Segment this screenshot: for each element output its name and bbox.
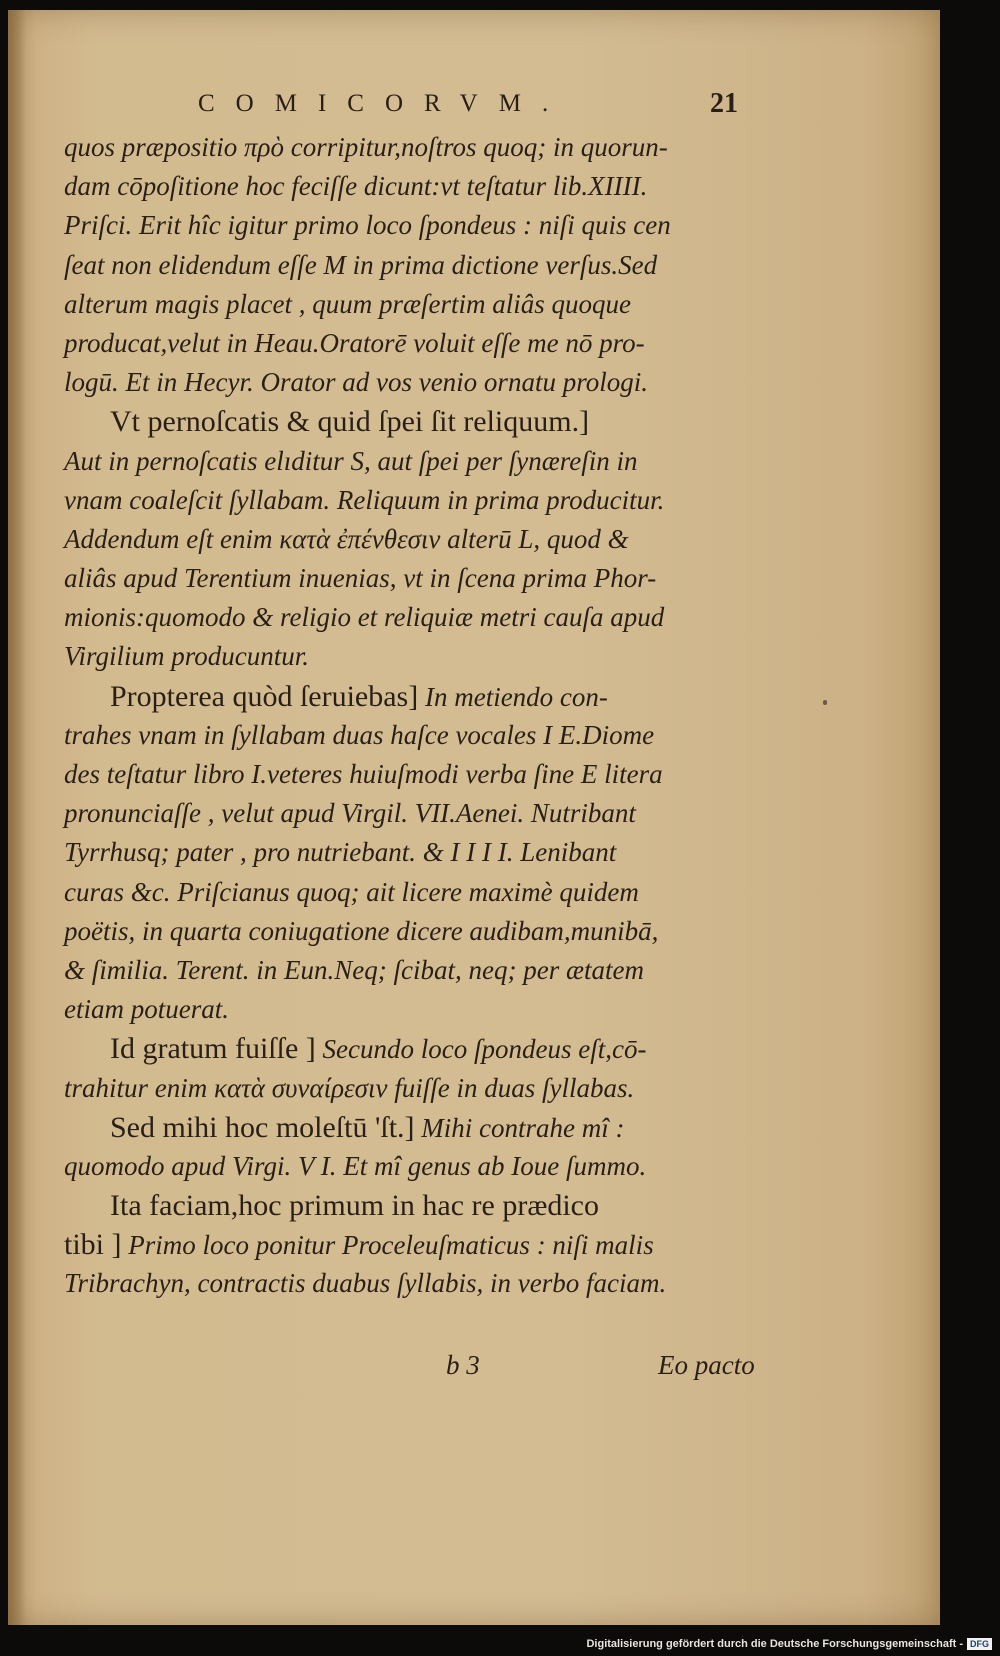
text-line (64, 755, 769, 794)
line-text: & ſimilia. Terent. in Eun.Neq; ſcibat, neq; per ætatem (64, 954, 644, 985)
line-text: Tribrachyn, contractis duabus ſyllabis, in verbo faciam. (64, 1268, 667, 1299)
line-text: Mihi contrahe mî : (414, 1112, 625, 1143)
line-text: etiam potuerat. (64, 994, 229, 1025)
signature-mark: b 3 (446, 1350, 480, 1380)
text-line (64, 1108, 769, 1147)
text-line (64, 637, 769, 676)
text-line (64, 402, 769, 441)
text-line (64, 1225, 769, 1264)
text-line (64, 1069, 769, 1108)
line-text: Aut in pernoſcatis elıditur S, aut ſpei per ſynæreſin in (64, 445, 638, 476)
text-line (64, 951, 769, 990)
credit-text: Digitalisierung gefördert durch die Deutsche Forschungsgemeinschaft - (586, 1638, 963, 1650)
dfg-logo: DFG (967, 1638, 992, 1650)
book-page (8, 10, 940, 1625)
line-text: trahes vnam in ſyllabam duas haſce vocales I E.Diome (64, 719, 655, 750)
text-line (64, 1264, 769, 1303)
text-line (64, 912, 769, 951)
text-line (64, 206, 769, 245)
lemma: Ita faciam,hoc primum in hac re prædico (110, 1189, 599, 1223)
line-text: alterum magis placet , quum præſertim aliâs quoque (64, 288, 631, 319)
text-line (64, 598, 769, 637)
text-line (64, 1186, 769, 1225)
line-text: dam cōpoſitione hoc feciſſe dicunt:vt teſtatur lib.XIIII. (64, 171, 648, 202)
lemma: Sed mihi hoc moleſtū 'ſt.] (110, 1110, 415, 1144)
running-title: COMICORVM. (198, 90, 570, 117)
text-line (64, 324, 769, 363)
line-text: trahitur enim κατὰ συναίρεσιν fuiſſe in duas ſyllabas. (64, 1072, 635, 1103)
line-text: aliâs apud Terentium inuenias, vt in ſcena prima Phor- (64, 563, 657, 594)
text-line (64, 246, 769, 285)
lemma: Propterea quòd ſeruiebas] (110, 679, 419, 713)
text-line (64, 677, 769, 716)
text-line (64, 833, 769, 872)
line-text: Primo loco ponitur Proceleuſmaticus : niſi malis (121, 1230, 654, 1261)
line-text: ſeat non elidendum eſſe M in prima dictione verſus.Sed (64, 249, 658, 280)
text-line (64, 442, 769, 481)
text-line (64, 1029, 769, 1068)
line-text: In metiendo con- (418, 681, 608, 712)
line-text: Priſci. Erit hîc igitur primo loco ſpondeus : niſi quis cen (64, 210, 671, 241)
line-text: mionis:quomodo & religio et reliquiæ metri cauſa apud (64, 602, 665, 633)
catchword: Eo pacto (658, 1350, 755, 1380)
text-body (64, 128, 769, 1304)
text-line (64, 1147, 769, 1186)
text-line (64, 873, 769, 912)
line-text: quos præpositio πρὸ corripitur,noſtros quoq; in quorun- (64, 132, 668, 162)
line-text: poëtis, in quarta coniugatione dicere audibam,munibā, (64, 915, 659, 946)
lemma: tibi ] (64, 1228, 122, 1262)
lemma: Id gratum fuiſſe ] (110, 1032, 316, 1066)
lemma: Vt pernoſcatis & quid ſpei ſit reliquum.] (110, 405, 590, 439)
text-line (64, 481, 769, 520)
text-line (64, 716, 769, 755)
page-number: 21 (710, 88, 738, 119)
line-text: curas &c. Priſcianus quoq; ait licere maximè quidem (64, 876, 639, 907)
digitization-credit (586, 1638, 992, 1650)
line-text: logū. Et in Hecyr. Orator ad vos venio ornatu prologi. (64, 367, 648, 398)
page-footer (8, 1350, 940, 1390)
text-line (64, 990, 769, 1029)
text-line (64, 520, 769, 559)
text-line (64, 363, 769, 402)
line-text: Tyrrhusq; pater , pro nutriebant. & I I I I. Lenibant (64, 837, 617, 868)
line-text: vnam coaleſcit ſyllabam. Reliquum in prima producitur. (64, 484, 665, 515)
line-text: producat,velut in Heau.Oratorē voluit eſſe me nō pro- (64, 327, 645, 358)
text-line (64, 285, 769, 324)
page-header (198, 82, 738, 126)
paper-speck (823, 700, 827, 705)
line-text: des teſtatur libro I.veteres huiuſmodi verba ſine E litera (64, 759, 663, 789)
line-text: quomodo apud Virgi. V I. Et mî genus ab Ioue ſummo. (64, 1150, 647, 1181)
line-text: Secundo loco ſpondeus eſt,cō- (315, 1034, 647, 1065)
line-text: pronunciaſſe , velut apud Virgil. VII.Aenei. Nutribant (64, 798, 636, 829)
text-line (64, 794, 769, 833)
line-text: Virgilium producuntur. (64, 641, 310, 672)
text-line (64, 167, 769, 206)
text-line (64, 128, 769, 167)
text-line (64, 559, 769, 598)
line-text: Addendum eſt enim κατὰ ἐπένθεσιν alterū L, quod & (64, 523, 629, 554)
